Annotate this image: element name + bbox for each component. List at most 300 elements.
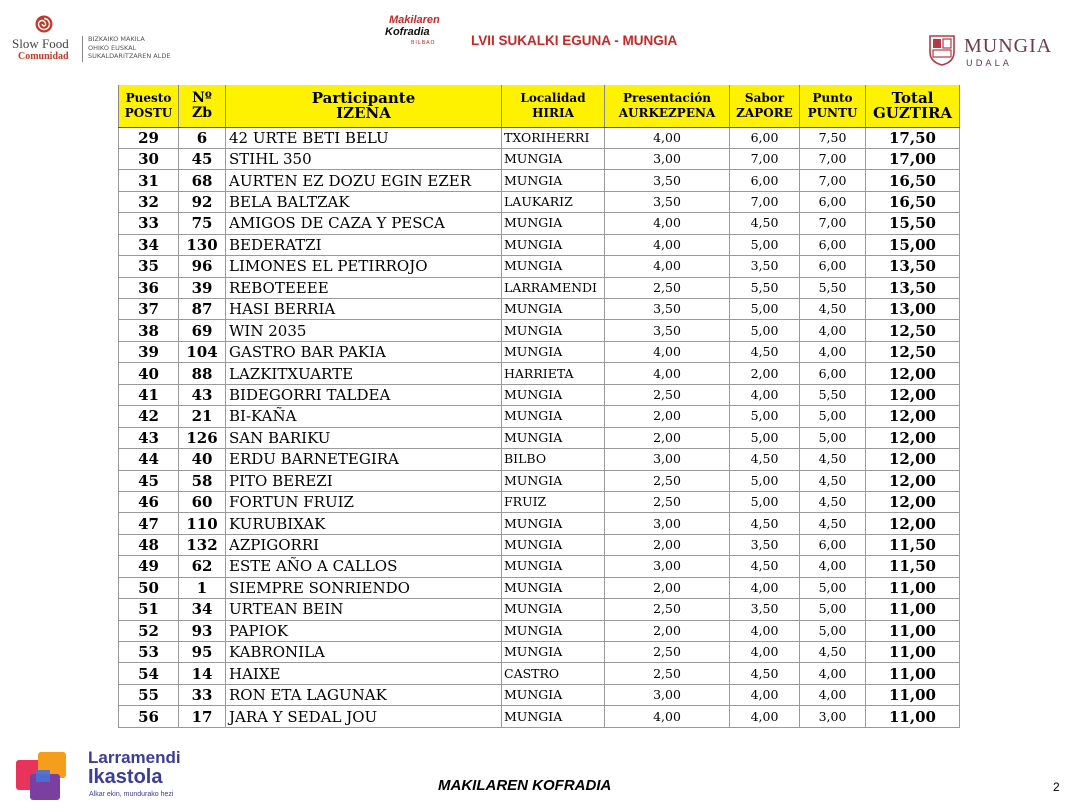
- cell-locality: MUNGIA: [502, 170, 605, 191]
- cell-number: 95: [179, 642, 226, 663]
- table-row: [119, 534, 960, 555]
- cell-presentation: 2,00: [605, 427, 730, 448]
- cell-locality: FRUIZ: [502, 491, 605, 512]
- cell-participant: GASTRO BAR PAKIA: [226, 341, 502, 362]
- table-row: [119, 684, 960, 705]
- cell-point: 7,50: [800, 127, 866, 148]
- cell-locality: MUNGIA: [502, 513, 605, 534]
- cell-presentation: 4,00: [605, 234, 730, 255]
- cell-participant: PAPIOK: [226, 620, 502, 641]
- col-header-total: [866, 85, 960, 127]
- cell-taste: 4,50: [730, 449, 800, 470]
- cell-point: 4,50: [800, 299, 866, 320]
- cell-position: 48: [119, 534, 179, 555]
- cell-total: 12,00: [866, 427, 960, 448]
- cell-position: 53: [119, 642, 179, 663]
- cell-participant: KABRONILA: [226, 642, 502, 663]
- cell-point: 5,00: [800, 599, 866, 620]
- cell-position: 37: [119, 299, 179, 320]
- cell-point: 7,00: [800, 213, 866, 234]
- table-row: [119, 341, 960, 362]
- table-row: [119, 170, 960, 191]
- cell-total: 12,50: [866, 320, 960, 341]
- cell-participant: ESTE AÑO A CALLOS: [226, 556, 502, 577]
- header-label-eu: Zb: [191, 104, 212, 121]
- cell-number: 39: [179, 277, 226, 298]
- cell-point: 5,50: [800, 384, 866, 405]
- cell-locality: MUNGIA: [502, 620, 605, 641]
- cell-taste: 3,50: [730, 256, 800, 277]
- cell-position: 46: [119, 491, 179, 512]
- cell-locality: MUNGIA: [502, 341, 605, 362]
- cell-locality: MUNGIA: [502, 256, 605, 277]
- header-label-es: Participante: [311, 88, 416, 107]
- cell-point: 4,50: [800, 491, 866, 512]
- table-row: [119, 277, 960, 298]
- cell-number: 75: [179, 213, 226, 234]
- mungia-sub: UDALA: [966, 59, 1012, 69]
- cell-presentation: 4,00: [605, 256, 730, 277]
- cell-taste: 4,50: [730, 556, 800, 577]
- cell-position: 31: [119, 170, 179, 191]
- cell-participant: ERDU BARNETEGIRA: [226, 449, 502, 470]
- cell-total: 16,50: [866, 191, 960, 212]
- cell-total: 11,00: [866, 642, 960, 663]
- cell-point: 5,00: [800, 406, 866, 427]
- cell-position: 41: [119, 384, 179, 405]
- shield-icon: [928, 34, 956, 66]
- cell-total: 12,00: [866, 491, 960, 512]
- cell-position: 42: [119, 406, 179, 427]
- cell-number: 21: [179, 406, 226, 427]
- cell-taste: 4,50: [730, 663, 800, 684]
- cell-presentation: 2,00: [605, 534, 730, 555]
- cell-total: 12,00: [866, 513, 960, 534]
- cell-position: 50: [119, 577, 179, 598]
- cell-number: 40: [179, 449, 226, 470]
- header-label-es: Total: [891, 88, 934, 107]
- cell-locality: MUNGIA: [502, 684, 605, 705]
- cell-taste: 7,00: [730, 148, 800, 169]
- table-row: [119, 363, 960, 384]
- cell-presentation: 3,00: [605, 684, 730, 705]
- cell-number: 45: [179, 148, 226, 169]
- cell-participant: STIHL 350: [226, 148, 502, 169]
- cell-participant: LIMONES EL PETIRROJO: [226, 256, 502, 277]
- cell-taste: 3,50: [730, 599, 800, 620]
- cell-locality: MUNGIA: [502, 577, 605, 598]
- cell-participant: KURUBIXAK: [226, 513, 502, 534]
- cell-presentation: 2,50: [605, 642, 730, 663]
- cell-participant: AZPIGORRI: [226, 534, 502, 555]
- cell-total: 12,00: [866, 449, 960, 470]
- cell-presentation: 2,50: [605, 491, 730, 512]
- cell-number: 126: [179, 427, 226, 448]
- ikastola-emblem-icon: [16, 752, 68, 802]
- cell-number: 69: [179, 320, 226, 341]
- table-row: [119, 299, 960, 320]
- makilaren-logo-top: Makilaren: [389, 14, 440, 26]
- cell-presentation: 2,00: [605, 406, 730, 427]
- cell-total: 11,00: [866, 577, 960, 598]
- mungia-logo: [928, 34, 1058, 74]
- ikastola-tagline: Alkar ekin, mundurako hezi: [89, 791, 174, 798]
- table-row: [119, 663, 960, 684]
- table-row: [119, 320, 960, 341]
- cell-number: 93: [179, 620, 226, 641]
- cell-participant: SAN BARIKU: [226, 427, 502, 448]
- cell-position: 34: [119, 234, 179, 255]
- cell-presentation: 3,00: [605, 513, 730, 534]
- cell-participant: BEDERATZI: [226, 234, 502, 255]
- cell-presentation: 3,50: [605, 320, 730, 341]
- cell-position: 47: [119, 513, 179, 534]
- cell-presentation: 2,50: [605, 599, 730, 620]
- cell-number: 92: [179, 191, 226, 212]
- cell-total: 11,50: [866, 556, 960, 577]
- cell-total: 13,50: [866, 256, 960, 277]
- header-label-es: Punto: [812, 90, 853, 105]
- cell-position: 33: [119, 213, 179, 234]
- cell-point: 6,00: [800, 191, 866, 212]
- cell-point: 4,50: [800, 470, 866, 491]
- ikastola-name-line2: Ikastola: [88, 766, 163, 788]
- cell-total: 11,00: [866, 599, 960, 620]
- cell-taste: 4,00: [730, 384, 800, 405]
- table-body: [119, 127, 960, 727]
- cell-locality: BILBO: [502, 449, 605, 470]
- table-row: [119, 406, 960, 427]
- cell-locality: MUNGIA: [502, 299, 605, 320]
- cell-locality: MUNGIA: [502, 599, 605, 620]
- table-row: [119, 491, 960, 512]
- cell-taste: 7,00: [730, 191, 800, 212]
- cell-number: 68: [179, 170, 226, 191]
- table-row: [119, 642, 960, 663]
- cell-presentation: 3,00: [605, 556, 730, 577]
- cell-locality: HARRIETA: [502, 363, 605, 384]
- cell-point: 4,00: [800, 341, 866, 362]
- cell-number: 17: [179, 706, 226, 727]
- table-row: [119, 449, 960, 470]
- page-number: 2: [1053, 780, 1060, 794]
- slowfood-logo: [8, 14, 198, 64]
- cell-position: 36: [119, 277, 179, 298]
- cell-participant: URTEAN BEIN: [226, 599, 502, 620]
- cell-number: 62: [179, 556, 226, 577]
- table-row: [119, 427, 960, 448]
- cell-locality: MUNGIA: [502, 213, 605, 234]
- cell-locality: MUNGIA: [502, 556, 605, 577]
- cell-position: 38: [119, 320, 179, 341]
- cell-participant: FORTUN FRUIZ: [226, 491, 502, 512]
- cell-participant: WIN 2035: [226, 320, 502, 341]
- table-row: [119, 191, 960, 212]
- cell-total: 15,00: [866, 234, 960, 255]
- table-row: [119, 234, 960, 255]
- cell-participant: AURTEN EZ DOZU EGIN EZER: [226, 170, 502, 191]
- cell-participant: PITO BEREZI: [226, 470, 502, 491]
- cell-participant: LAZKITXUARTE: [226, 363, 502, 384]
- slowfood-line: OHIKO EUSKAL: [88, 43, 137, 52]
- slowfood-line: BIZKAIKO MAKILA: [88, 35, 145, 43]
- cell-taste: 4,50: [730, 341, 800, 362]
- header-label-eu: AURKEZPENA: [618, 105, 716, 120]
- cell-taste: 6,00: [730, 127, 800, 148]
- cell-taste: 5,00: [730, 299, 800, 320]
- cell-locality: MUNGIA: [502, 406, 605, 427]
- slowfood-community: Comunidad: [18, 51, 69, 62]
- cell-point: 4,00: [800, 556, 866, 577]
- header-label-eu: POSTU: [124, 105, 173, 120]
- cell-participant: BIDEGORRI TALDEA: [226, 384, 502, 405]
- cell-locality: MUNGIA: [502, 706, 605, 727]
- cell-presentation: 2,50: [605, 384, 730, 405]
- event-title: LVII SUKALKI EGUNA - MUNGIA: [471, 33, 678, 48]
- cell-presentation: 4,00: [605, 127, 730, 148]
- makilaren-logo-bottom: Kofradia: [385, 26, 430, 38]
- cell-participant: JARA Y SEDAL JOU: [226, 706, 502, 727]
- table-header-row: [119, 85, 960, 127]
- cell-locality: MUNGIA: [502, 320, 605, 341]
- cell-participant: RON ETA LAGUNAK: [226, 684, 502, 705]
- cell-taste: 5,00: [730, 470, 800, 491]
- cell-total: 11,00: [866, 663, 960, 684]
- cell-number: 60: [179, 491, 226, 512]
- col-header-locality: [502, 85, 605, 127]
- col-header-point: [800, 85, 866, 127]
- cell-locality: MUNGIA: [502, 642, 605, 663]
- col-header-position: [119, 85, 179, 127]
- cell-taste: 4,00: [730, 642, 800, 663]
- cell-locality: MUNGIA: [502, 148, 605, 169]
- cell-participant: 42 URTE BETI BELU: [226, 127, 502, 148]
- cell-participant: HASI BERRIA: [226, 299, 502, 320]
- cell-number: 6: [179, 127, 226, 148]
- cell-taste: 3,50: [730, 534, 800, 555]
- cell-point: 4,50: [800, 513, 866, 534]
- cell-total: 12,00: [866, 384, 960, 405]
- table-row: [119, 706, 960, 727]
- table-row: [119, 556, 960, 577]
- results-table: [118, 85, 960, 728]
- cell-locality: MUNGIA: [502, 534, 605, 555]
- slowfood-line: SUKALDARITZAREN ALDE: [88, 52, 171, 60]
- cell-taste: 5,00: [730, 320, 800, 341]
- cell-position: 39: [119, 341, 179, 362]
- cell-position: 40: [119, 363, 179, 384]
- cell-total: 11,50: [866, 534, 960, 555]
- table-row: [119, 620, 960, 641]
- cell-number: 33: [179, 684, 226, 705]
- cell-presentation: 3,50: [605, 299, 730, 320]
- cell-presentation: 3,50: [605, 170, 730, 191]
- col-header-presentation: [605, 85, 730, 127]
- slowfood-tagline: [88, 35, 170, 61]
- cell-position: 32: [119, 191, 179, 212]
- cell-locality: MUNGIA: [502, 234, 605, 255]
- cell-point: 4,00: [800, 663, 866, 684]
- cell-taste: 4,00: [730, 684, 800, 705]
- cell-total: 12,00: [866, 363, 960, 384]
- cell-taste: 5,00: [730, 491, 800, 512]
- cell-locality: MUNGIA: [502, 470, 605, 491]
- cell-number: 132: [179, 534, 226, 555]
- cell-position: 56: [119, 706, 179, 727]
- col-header-participant: [226, 85, 502, 127]
- cell-taste: 5,50: [730, 277, 800, 298]
- cell-participant: HAIXE: [226, 663, 502, 684]
- cell-point: 6,00: [800, 363, 866, 384]
- cell-taste: 6,00: [730, 170, 800, 191]
- header-label-eu: HIRIA: [532, 105, 574, 120]
- header-label-es: Nº: [192, 89, 212, 106]
- cell-total: 11,00: [866, 684, 960, 705]
- cell-number: 34: [179, 599, 226, 620]
- cell-presentation: 4,00: [605, 706, 730, 727]
- cell-total: 12,00: [866, 406, 960, 427]
- cell-total: 16,50: [866, 170, 960, 191]
- col-header-number: [179, 85, 226, 127]
- cell-point: 7,00: [800, 170, 866, 191]
- cell-participant: REBOTEEEE: [226, 277, 502, 298]
- cell-locality: MUNGIA: [502, 427, 605, 448]
- cell-point: 6,00: [800, 256, 866, 277]
- cell-presentation: 3,00: [605, 449, 730, 470]
- cell-number: 43: [179, 384, 226, 405]
- cell-presentation: 3,00: [605, 148, 730, 169]
- cell-total: 11,00: [866, 620, 960, 641]
- cell-position: 35: [119, 256, 179, 277]
- cell-total: 11,00: [866, 706, 960, 727]
- mungia-name: MUNGIA: [964, 35, 1053, 57]
- cell-point: 6,00: [800, 534, 866, 555]
- cell-position: 45: [119, 470, 179, 491]
- cell-total: 13,00: [866, 299, 960, 320]
- cell-taste: 4,50: [730, 213, 800, 234]
- cell-number: 110: [179, 513, 226, 534]
- cell-position: 49: [119, 556, 179, 577]
- cell-participant: BELA BALTZAK: [226, 191, 502, 212]
- cell-locality: TXORIHERRI: [502, 127, 605, 148]
- header-label-eu: ZAPORE: [736, 105, 793, 120]
- cell-point: 5,50: [800, 277, 866, 298]
- cell-position: 30: [119, 148, 179, 169]
- cell-taste: 5,00: [730, 234, 800, 255]
- cell-position: 29: [119, 127, 179, 148]
- cell-position: 51: [119, 599, 179, 620]
- header-label-es: Sabor: [744, 90, 785, 105]
- cell-total: 17,00: [866, 148, 960, 169]
- table-row: [119, 127, 960, 148]
- cell-point: 6,00: [800, 234, 866, 255]
- cell-presentation: 2,50: [605, 470, 730, 491]
- cell-position: 44: [119, 449, 179, 470]
- cell-position: 55: [119, 684, 179, 705]
- cell-participant: BI-KAÑA: [226, 406, 502, 427]
- makilaren-logo-city: BILBAO: [411, 40, 436, 46]
- table-row: [119, 213, 960, 234]
- cell-locality: MUNGIA: [502, 384, 605, 405]
- header-label-eu: GUZTIRA: [872, 103, 953, 122]
- cell-number: 1: [179, 577, 226, 598]
- snail-icon: [34, 14, 54, 34]
- cell-position: 43: [119, 427, 179, 448]
- cell-presentation: 2,00: [605, 577, 730, 598]
- cell-point: 4,00: [800, 320, 866, 341]
- cell-taste: 2,00: [730, 363, 800, 384]
- table-row: [119, 470, 960, 491]
- table-row: [119, 577, 960, 598]
- cell-number: 130: [179, 234, 226, 255]
- header-label-eu: IZENA: [336, 103, 391, 122]
- cell-number: 58: [179, 470, 226, 491]
- header-label-es: Localidad: [520, 90, 586, 105]
- cell-presentation: 2,50: [605, 277, 730, 298]
- cell-point: 4,50: [800, 642, 866, 663]
- cell-number: 96: [179, 256, 226, 277]
- cell-taste: 4,00: [730, 620, 800, 641]
- cell-taste: 4,00: [730, 577, 800, 598]
- header-label-es: Puesto: [125, 90, 172, 105]
- cell-taste: 5,00: [730, 406, 800, 427]
- table-row: [119, 384, 960, 405]
- cell-total: 12,50: [866, 341, 960, 362]
- slowfood-name: Slow Food: [12, 36, 69, 51]
- makilaren-logo: [385, 14, 457, 54]
- cell-point: 5,00: [800, 427, 866, 448]
- table-row: [119, 513, 960, 534]
- cell-presentation: 4,00: [605, 213, 730, 234]
- cell-participant: SIEMPRE SONRIENDO: [226, 577, 502, 598]
- col-header-taste: [730, 85, 800, 127]
- header-label-es: Presentación: [622, 90, 711, 105]
- cell-taste: 5,00: [730, 427, 800, 448]
- cell-number: 104: [179, 341, 226, 362]
- cell-point: 5,00: [800, 620, 866, 641]
- cell-total: 13,50: [866, 277, 960, 298]
- cell-number: 14: [179, 663, 226, 684]
- cell-presentation: 3,50: [605, 191, 730, 212]
- table-row: [119, 148, 960, 169]
- cell-total: 15,50: [866, 213, 960, 234]
- cell-participant: AMIGOS DE CAZA Y PESCA: [226, 213, 502, 234]
- ikastola-name-line1: Larramendi: [88, 748, 181, 767]
- slowfood-divider: [82, 36, 83, 62]
- cell-point: 4,00: [800, 684, 866, 705]
- cell-position: 54: [119, 663, 179, 684]
- cell-total: 17,50: [866, 127, 960, 148]
- cell-position: 52: [119, 620, 179, 641]
- cell-number: 88: [179, 363, 226, 384]
- cell-point: 7,00: [800, 148, 866, 169]
- cell-presentation: 4,00: [605, 363, 730, 384]
- cell-locality: LARRAMENDI: [502, 277, 605, 298]
- cell-number: 87: [179, 299, 226, 320]
- cell-presentation: 2,00: [605, 620, 730, 641]
- cell-total: 12,00: [866, 470, 960, 491]
- header-label-eu: PUNTU: [807, 105, 858, 120]
- cell-point: 4,50: [800, 449, 866, 470]
- larramendi-ikastola-logo: [12, 748, 202, 804]
- cell-point: 5,00: [800, 577, 866, 598]
- cell-presentation: 2,50: [605, 663, 730, 684]
- cell-presentation: 4,00: [605, 341, 730, 362]
- cell-taste: 4,00: [730, 706, 800, 727]
- cell-taste: 4,50: [730, 513, 800, 534]
- cell-locality: CASTRO: [502, 663, 605, 684]
- table-row: [119, 256, 960, 277]
